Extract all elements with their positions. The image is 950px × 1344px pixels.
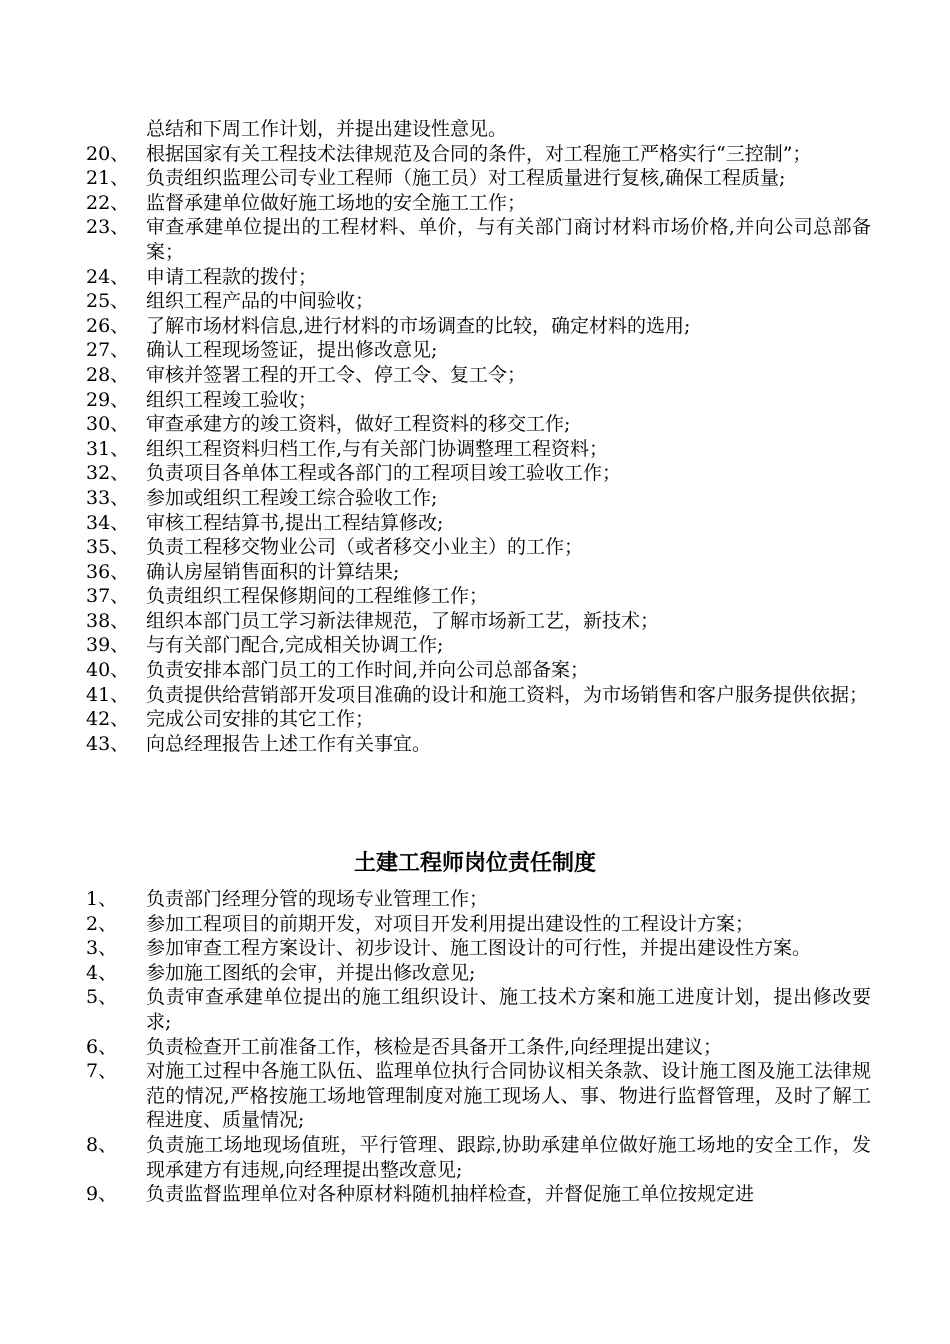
list-item [86,683,871,708]
list-item [86,166,871,191]
list-item [86,560,871,585]
item-number: 9、 [86,1183,118,1206]
item-number: 40、 [86,659,130,682]
list-item [86,265,871,290]
list-item [86,912,871,937]
item-number: 42、 [86,708,130,731]
item-text: 完成公司安排的其它工作； [146,708,375,731]
item-text: 负责审查承建单位提出的施工组织设计、施工技术方案和施工进度计划，提出修改要求; [146,986,871,1033]
list-item [86,1035,871,1060]
item-text: 负责组织监理公司专业工程师（施工员）对工程质量进行复核,确保工程质量; [146,167,786,190]
item-text: 审核并签署工程的开工令、停工令、复工令； [146,363,527,386]
list-item [86,707,871,732]
list-item [86,1182,871,1207]
list-item [86,511,871,536]
list-item [86,887,871,912]
list-item [86,215,871,264]
item-text: 审查承建单位提出的工程材料、单价，与有关部门商讨材料市场价格,并向公司总部备案； [146,216,871,263]
item-number: 38、 [86,609,130,632]
item-text: 负责检查开工前准备工作，核检是否具备开工条件,向经理提出建议； [146,1035,723,1058]
item-text: 组织本部门员工学习新法律规范，了解市场新工艺，新技术； [146,609,660,632]
item-number: 43、 [86,732,130,755]
item-number: 24、 [86,265,130,288]
item-number: 2、 [86,912,118,935]
list-item [86,412,871,437]
item-text: 负责监督监理单位对各种原材料随机抽样检查，并督促施工单位按规定进 [146,1183,755,1206]
list-item [86,985,871,1034]
list-item [86,437,871,462]
responsibility-list-1 [86,117,871,756]
item-text: 参加或组织工程竣工综合验收工作; [146,486,438,509]
item-text: 确认工程现场签证，提出修改意见; [146,339,438,362]
list-item [86,535,871,560]
list-item [86,633,871,658]
item-number: 23、 [86,216,130,239]
list-item [86,142,871,167]
item-number: 1、 [86,888,118,910]
section-title: 土建工程师岗位责任制度 [353,851,596,876]
list-item [86,191,871,216]
item-number: 36、 [86,560,130,583]
item-text: 了解市场材料信息,进行材料的市场调查的比较，确定材料的选用; [146,314,691,337]
list-item [86,486,871,511]
list-item [86,658,871,683]
list-item [86,936,871,961]
item-number: 26、 [86,314,130,337]
item-number: 25、 [86,290,130,313]
item-text: 申请工程款的拨付； [146,265,318,288]
item-number: 28、 [86,363,130,386]
item-text: 负责工程移交物业公司（或者移交小业主）的工作； [146,536,584,559]
item-text: 负责组织工程保修期间的工程维修工作； [146,585,489,608]
item-text: 审核工程结算书,提出工程结算修改; [146,511,444,534]
item-number: 32、 [86,462,130,485]
list-item [86,732,871,757]
item-number: 7、 [86,1060,118,1083]
item-number: 5、 [86,986,118,1009]
item-text: 审查承建方的竣工资料，做好工程资料的移交工作; [146,413,571,436]
item-text: 向总经理报告上述工作有关事宜。 [146,732,432,755]
item-text: 负责提供给营销部开发项目准确的设计和施工资料，为市场销售和客户服务提供依据； [146,683,869,706]
item-text: 负责施工场地现场值班，平行管理、跟踪,协助承建单位做好施工场地的安全工作，发现承建方有违规,向经理提出整改意见; [146,1133,871,1181]
item-text: 确认房屋销售面积的计算结果; [146,560,400,583]
list-item [86,961,871,986]
item-number: 30、 [86,413,130,436]
item-text: 组织工程产品的中间验收； [146,290,375,313]
list-item [86,314,871,339]
item-number: 39、 [86,634,130,657]
item-number: 4、 [86,961,118,984]
list-item [86,363,871,388]
item-text: 参加工程项目的前期开发，对项目开发利用提出建设性的工程设计方案； [146,912,755,935]
list-item [86,338,871,363]
item-number: 35、 [86,536,130,559]
item-text: 与有关部门配合,完成相关协调工作; [146,634,444,657]
item-text: 组织工程资料归档工作,与有关部门协调整理工程资料； [146,437,609,460]
item-number: 37、 [86,585,130,608]
list-item [86,1059,871,1133]
item-number: 41、 [86,683,130,706]
item-number: 29、 [86,388,130,411]
item-number: 33、 [86,486,130,509]
item-number: 3、 [86,937,118,960]
item-text: 对施工过程中各施工队伍、监理单位执行合同协议相关条款、设计施工图及施工法律规范的情况,严格按施工场地管理制度对施工现场人、事、物进行监督管理，及时了解工程进度、质量情况; [146,1060,871,1132]
item-text: 参加施工图纸的会审，并提出修改意见; [146,961,476,984]
item-text: 负责安排本部门员工的工作时间,并向公司总部备案； [146,659,590,682]
item-text: 组织工程竣工验收； [146,388,318,411]
list-item [86,388,871,413]
list-item [86,609,871,634]
item-text: 负责项目各单体工程或各部门的工程项目竣工验收工作； [146,462,622,485]
item-number: 6、 [86,1035,118,1058]
list-item [86,461,871,486]
list-item [86,1133,871,1182]
item-text: 负责部门经理分管的现场专业管理工作； [146,888,489,910]
item-number: 27、 [86,339,130,362]
item-text: 监督承建单位做好施工场地的安全施工工作； [146,191,527,214]
item-number: 22、 [86,191,130,214]
list-item [86,289,871,314]
item-number: 20、 [86,142,130,165]
item-number: 31、 [86,437,130,460]
item-text: 根据国家有关工程技术法律规范及合同的条件，对工程施工严格实行“三控制”； [146,142,812,165]
list-item [86,584,871,609]
continued-text: 总结和下周工作计划，并提出建设性意见。 [146,118,508,140]
responsibility-list-2 [86,887,871,1207]
item-number: 34、 [86,511,130,534]
item-number: 21、 [86,167,130,190]
item-number: 8、 [86,1133,118,1156]
item-text: 参加审查工程方案设计、初步设计、施工图设计的可行性，并提出建设性方案。 [146,937,812,960]
